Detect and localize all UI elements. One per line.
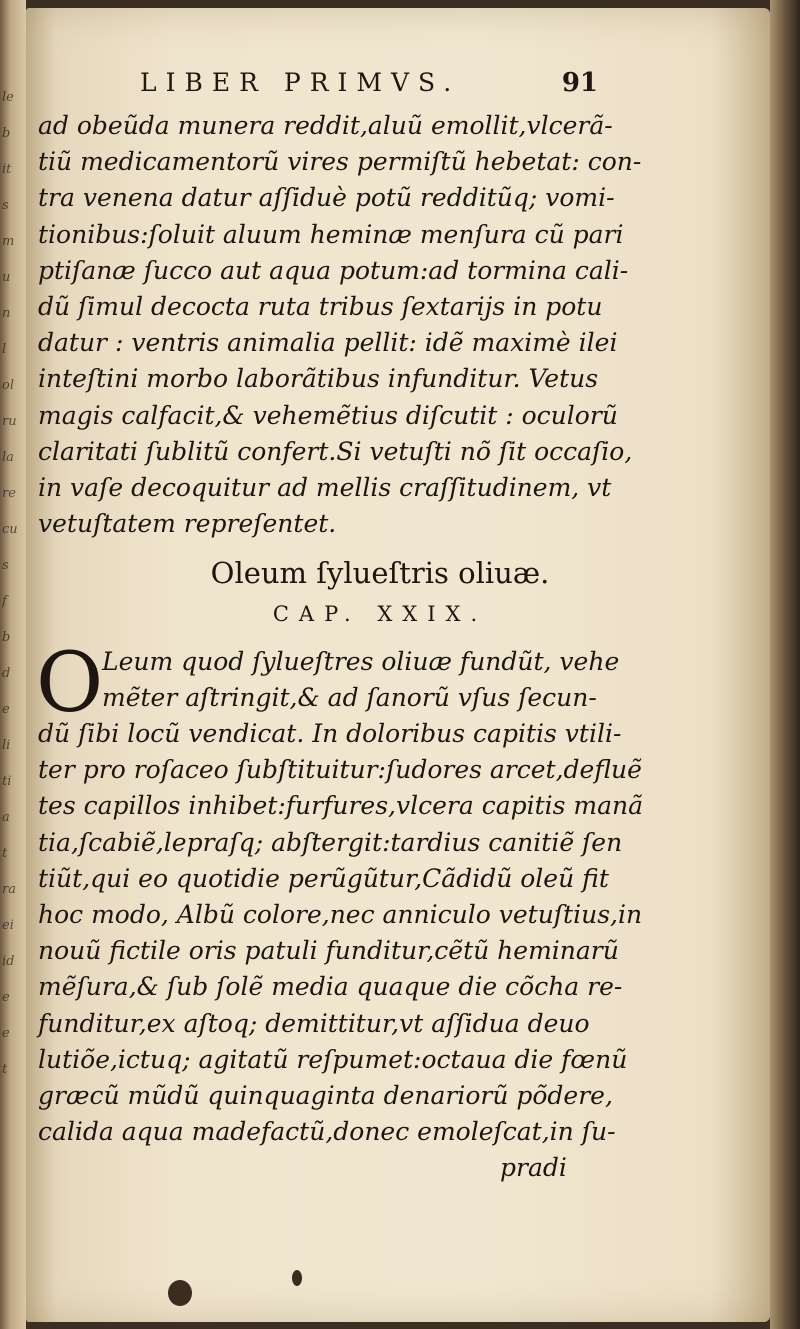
margin-fragment: a [2, 810, 10, 825]
folio-number: 91 [561, 68, 598, 98]
text-line: calida aqua madefactũ,donec emoleſcat,in ſu- [38, 1117, 616, 1147]
margin-fragment: id [2, 954, 15, 969]
text-line: inteſtini morbo laborãtibus infunditur. Vetus [38, 364, 599, 394]
ink-stain [168, 1280, 192, 1306]
paragraph-2 [38, 716, 644, 1150]
text-line: dũ ſibi locũ vendicat. In doloribus capitis vtili- [38, 719, 622, 748]
margin-fragment: m [2, 234, 15, 249]
text-line: tra venena datur aſſiduè potũ redditũq; vomi- [38, 183, 615, 213]
text-line: nouũ fictile oris patuli funditur,cẽtũ heminarũ [38, 936, 619, 966]
text-line: funditur,ex aſtoq; demittitur,vt aſſidua deuo [38, 1008, 590, 1038]
margin-fragment: s [2, 198, 9, 213]
margin-fragment: b [2, 126, 11, 141]
ink-stain [292, 1270, 302, 1286]
margin-fragment: cu [2, 522, 18, 537]
text-line: tia,ſcabiẽ,lepraſq; abſtergit:tardius canitiẽ ſen [38, 827, 623, 857]
text-line: in vaſe decoquitur ad mellis craſſitudinem, vt [38, 472, 612, 502]
left-margin-fragments [2, 80, 26, 1180]
margin-fragment: ru [2, 414, 17, 429]
catchword-line [500, 1150, 800, 1186]
margin-fragment: ei [2, 918, 14, 933]
margin-fragment: n [2, 306, 11, 321]
text-line: hoc modo, Albũ colore,nec anniculo vetuſtius,in [38, 899, 643, 929]
drop-initial: O [36, 636, 104, 731]
margin-fragment: e [2, 702, 10, 717]
paragraph-1 [38, 108, 642, 542]
margin-fragment: re [2, 486, 16, 501]
text-line: mẽſura,& ſub ſolẽ media quaque die cõcha re- [38, 972, 623, 1002]
page-header [140, 64, 600, 104]
chapter-title: Oleum ſylueſtris oliuæ. [210, 556, 550, 590]
text-line: vetuſtatem repreſentet. [38, 509, 337, 539]
text-line: ter pro roſaceo ſubſtituitur:ſudores arcet,defluẽ [38, 755, 642, 785]
text-line: mẽter aſtringit,& ad ſanorũ vſus ſecun- [102, 683, 597, 713]
text-line: ad obeũda munera reddit,aluũ emollit,vlcerã- [38, 111, 613, 140]
margin-fragment: e [2, 990, 10, 1005]
margin-fragment: ti [2, 774, 12, 789]
margin-fragment: le [2, 90, 14, 105]
text-line: tionibus:ſoluit aluum heminæ menſura cũ pari [38, 219, 624, 249]
chapter-number: CAP. XXIX. [272, 602, 488, 626]
margin-fragment: li [2, 738, 11, 753]
text-line: Leum quod ſylueſtres oliuæ fundũt, vehe [102, 647, 620, 676]
margin-fragment: d [2, 666, 11, 681]
text-line: tes capillos inhibet:furfures,vlcera capitis manã [38, 791, 644, 821]
margin-fragment: ra [2, 882, 16, 897]
text-line: claritati ſublitũ confert.Si vetuſti nõ ſit occaſio, [38, 436, 633, 466]
margin-fragment: la [2, 450, 14, 465]
margin-fragment: f [2, 594, 7, 609]
right-page-edge [770, 0, 800, 1329]
text-line: tiũt,qui eo quotidie perũgũtur,Cãdidũ oleũ fit [38, 863, 609, 893]
margin-fragment: u [2, 270, 11, 285]
text-line: magis calfacit,& vehemẽtius diſcutit : oculorũ [38, 400, 618, 430]
text-line: dũ ſimul decocta ruta tribus ſextarijs in potu [38, 291, 603, 321]
margin-fragment: t [2, 1062, 8, 1077]
text-line: græcũ mũdũ quinquaginta denariorũ põdere, [38, 1080, 613, 1110]
catchword: pradi [500, 1153, 567, 1182]
margin-fragment: t [2, 846, 8, 861]
margin-fragment: s [2, 558, 9, 573]
text-line: tiũ medicamentorũ vires permiſtũ hebetat: con- [38, 147, 642, 177]
margin-fragment: b [2, 630, 11, 645]
margin-fragment: it [2, 162, 12, 177]
running-head: LIBER PRIMVS. [140, 68, 461, 97]
margin-fragment: e [2, 1026, 10, 1041]
margin-fragment: l [2, 342, 7, 357]
text-line: ptiſanæ ſucco aut aqua potum:ad tormina cali- [38, 255, 629, 285]
text-line: datur : ventris animalia pellit: idẽ maximè ilei [38, 328, 618, 358]
text-line: lutiõe,ictuq; agitatũ reſpumet:octaua die fœnũ [38, 1044, 628, 1074]
margin-fragment: ol [2, 378, 14, 393]
paragraph-2-indented [102, 644, 662, 716]
